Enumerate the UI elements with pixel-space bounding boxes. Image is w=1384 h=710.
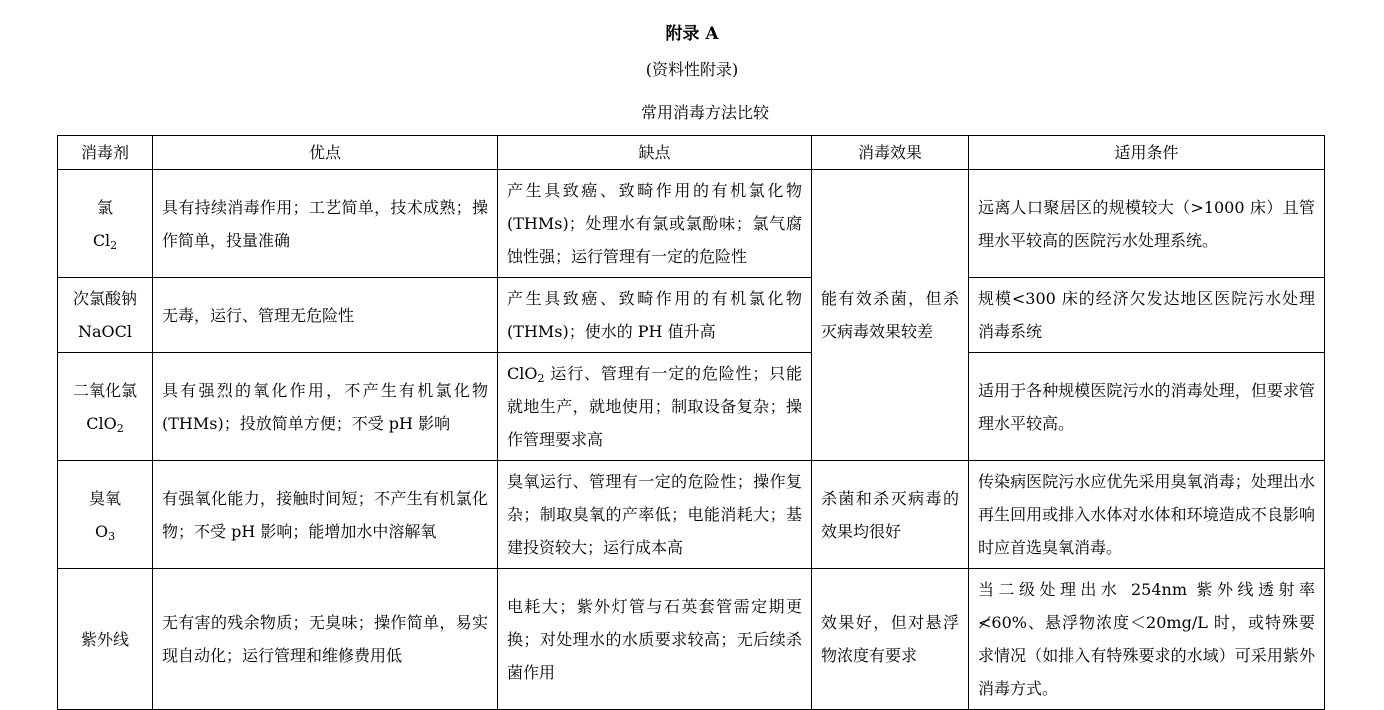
header-effect: 消毒效果 [812, 136, 969, 170]
conditions-cell: 传染病医院污水应优先采用臭氧消毒；处理出水再生回用或排入水体对水体和环境造成不良影响时应首选臭氧消毒。 [969, 461, 1325, 569]
header-conditions: 适用条件 [969, 136, 1325, 170]
advantages-cell: 无有害的残余物质；无臭味；操作简单，易实现自动化；运行管理和维修费用低 [153, 569, 498, 710]
advantages-cell: 有强氧化能力，接触时间短；不产生有机氯化物；不受 pH 影响；能增加水中溶解氧 [153, 461, 498, 569]
agent-formula: ClO$_2$ [86, 413, 124, 435]
disadvantages-cell: 产生具致癌、致畸作用的有机氯化物(THMs)；处理水有氯或氯酚味；氯气腐蚀性强；运行管理有一定的危险性 [498, 170, 812, 278]
agent-cell [58, 170, 153, 278]
advantages-cell: 具有持续消毒作用；工艺简单，技术成熟；操作简单，投量准确 [153, 170, 498, 278]
conditions-cell: 当二级处理出水 254nm 紫外线透射率≮60%、悬浮物浓度＜20mg/L 时，或特殊要求情况（如排入有特殊要求的水域）可采用紫外消毒方式。 [969, 569, 1325, 710]
agent-formula: NaOCl [77, 322, 132, 341]
conditions-cell: 适用于各种规模医院污水的消毒处理，但要求管理水平较高。 [969, 353, 1325, 461]
agent-cell [58, 461, 153, 569]
effect-cell: 效果好，但对悬浮物浓度有要求 [812, 569, 969, 710]
conditions-cell: 规模<300 床的经济欠发达地区医院污水处理消毒系统 [969, 278, 1325, 353]
effect-cell-shared: 能有效杀菌，但杀灭病毒效果较差 [812, 170, 969, 461]
agent-name: 氯 [96, 197, 113, 217]
agent-formula: $Cl_2$ [92, 230, 118, 252]
table-row [58, 278, 1325, 353]
table-row [58, 353, 1325, 461]
table-title: 常用消毒方法比较 [640, 103, 769, 122]
table-row [58, 569, 1325, 710]
disadvantages-cell: ClO$_2$ 运行、管理有一定的危险性；只能就地生产，就地使用；制取设备复杂；操作管理要求高 [498, 353, 812, 461]
disinfection-comparison-table [57, 135, 1325, 710]
table-row [58, 170, 1325, 278]
advantages-cell: 无毒，运行、管理无危险性 [153, 278, 498, 353]
disadvantages-cell: 产生具致癌、致畸作用的有机氯化物(THMs)；使水的 PH 值升高 [498, 278, 812, 353]
agent-name: 臭氧 [88, 488, 121, 508]
agent-name: 次氯酸钠 [72, 289, 137, 308]
agent-name: 二氧化氯 [72, 380, 137, 400]
advantages-cell: 具有强烈的氧化作用，不产生有机氯化物(THMs)；投放简单方便；不受 pH 影响 [153, 353, 498, 461]
table-row [58, 461, 1325, 569]
conditions-cell: 远离人口聚居区的规模较大（>1000 床）且管理水平较高的医院污水处理系统。 [969, 170, 1325, 278]
disadvantages-cell: 臭氧运行、管理有一定的危险性；操作复杂；制取臭氧的产率低；电能消耗大；基建投资较大；运行成本高 [498, 461, 812, 569]
agent-cell [58, 353, 153, 461]
agent-formula: $O_3$ [94, 521, 116, 543]
header-advantages: 优点 [153, 136, 498, 170]
appendix-subtitle: (资料性附录) [645, 60, 739, 79]
header-disadvantages: 缺点 [498, 136, 812, 170]
agent-cell [58, 569, 153, 710]
disadvantages-cell: 电耗大；紫外灯管与石英套管需定期更换；对处理水的水质要求较高；无后续杀菌作用 [498, 569, 812, 710]
agent-name: 紫外线 [80, 629, 129, 649]
agent-cell [58, 278, 153, 353]
effect-cell: 杀菌和杀灭病毒的效果均很好 [812, 461, 969, 569]
table-header-row [58, 136, 1325, 170]
appendix-title: 附录 A [665, 24, 719, 44]
header-agent: 消毒剂 [58, 136, 153, 170]
